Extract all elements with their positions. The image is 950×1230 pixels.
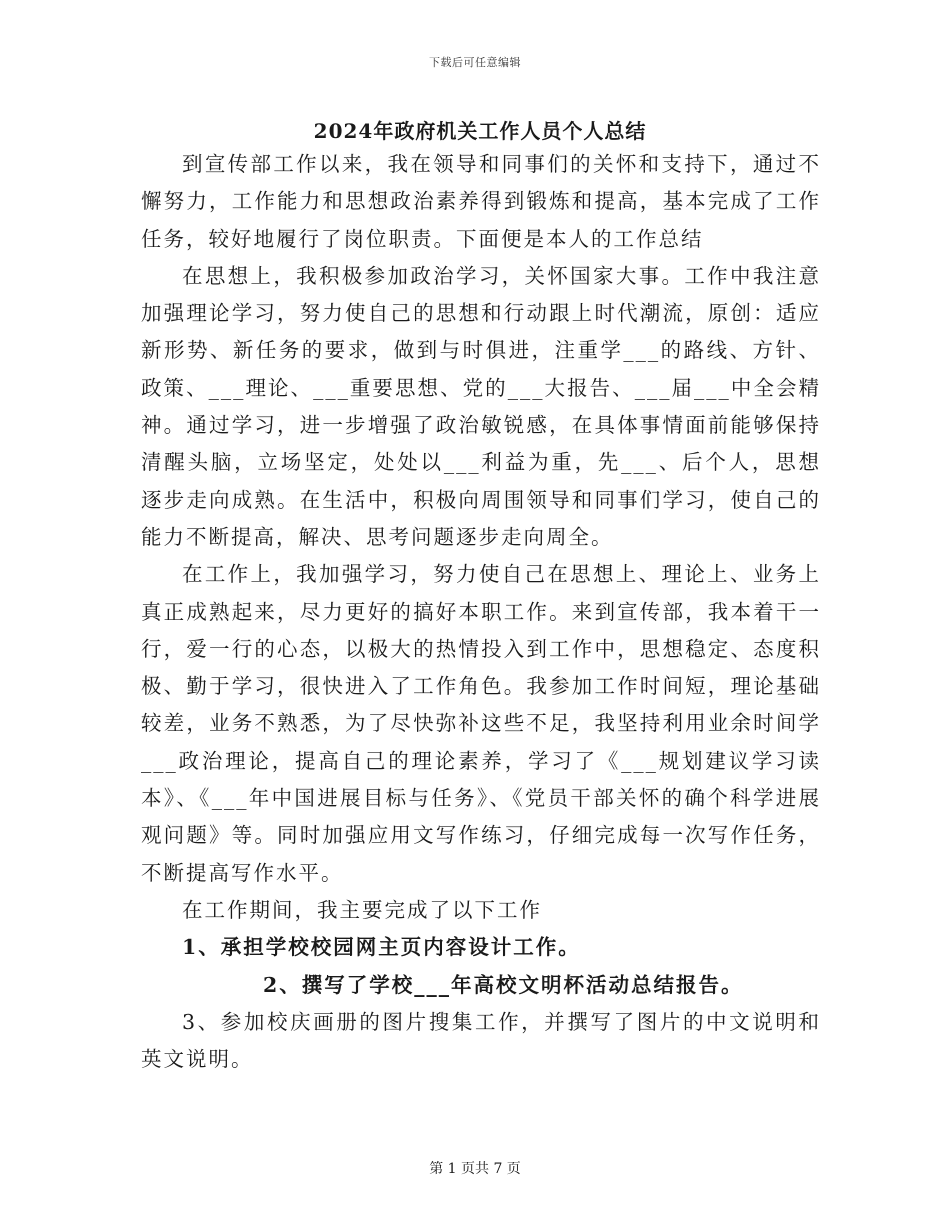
paragraph-work-list-intro: 在工作期间，我主要完成了以下工作 — [182, 897, 542, 922]
paragraph-thought: 在思想上，我积极参加政治学习，关怀国家大事。工作中我注意加强理论学习，努力使自己的思想和行动跟上时代潮流，原创：适应新形势、新任务的要求，做到与时俱进，注重学___的路线、方针、政策、___理论、___重要思想、党的___大报告、___届___中全会精神。通过学习，进一步增强了政治敏锐感，在具体事情面前能够保持清醒头脑，立场坚定，处处以___利益为重，先___、后个人，思想逐步走向成熟。在生活中，积极向周围领导和同事们学习，使自己的能力不断提高，解决、思考问题逐步走向周全。 — [141, 263, 821, 549]
work-item-3: 3、参加校庆画册的图片搜集工作，并撰写了图片的中文说明和英文说明。 — [141, 1009, 821, 1072]
paragraph-work: 在工作上，我加强学习，努力使自己在思想上、理论上、业务上真正成熟起来，尽力更好的搞好本职工作。来到宣传部，我本着干一行，爱一行的心态，以极大的热情投入到工作中，思想稳定、态度积极、勤于学习，很快进入了工作角色。我参加工作时间短，理论基础较差，业务不熟悉，为了尽快弥补这些不足，我坚持利用业余时间学___政治理论，提高自己的理论素养，学习了《___规划建议学习读本》、《___年中国进展目标与任务》、《党员干部关怀的确个科学进展观问题》等。同时加强应用文写作练习，仔细完成每一次写作任务，不断提高写作水平。 — [141, 562, 821, 885]
work-item-2: 2、撰写了学校___年高校文明杯活动总结报告。 — [263, 972, 744, 997]
document-title: 2024年政府机关工作人员个人总结 — [313, 119, 647, 143]
page-number: 第 1 页共 7 页 — [429, 1161, 521, 1177]
header-note: 下载后可任意编辑 — [429, 56, 521, 69]
document-body — [141, 146, 821, 1078]
paragraph-intro: 到宣传部工作以来，我在领导和同事们的关怀和支持下，通过不懈努力，工作能力和思想政治素养得到锻炼和提高，基本完成了工作任务，较好地履行了岗位职责。下面便是本人的工作总结 — [141, 152, 821, 251]
work-item-1: 1、承担学校校园网主页内容设计工作。 — [182, 935, 581, 960]
